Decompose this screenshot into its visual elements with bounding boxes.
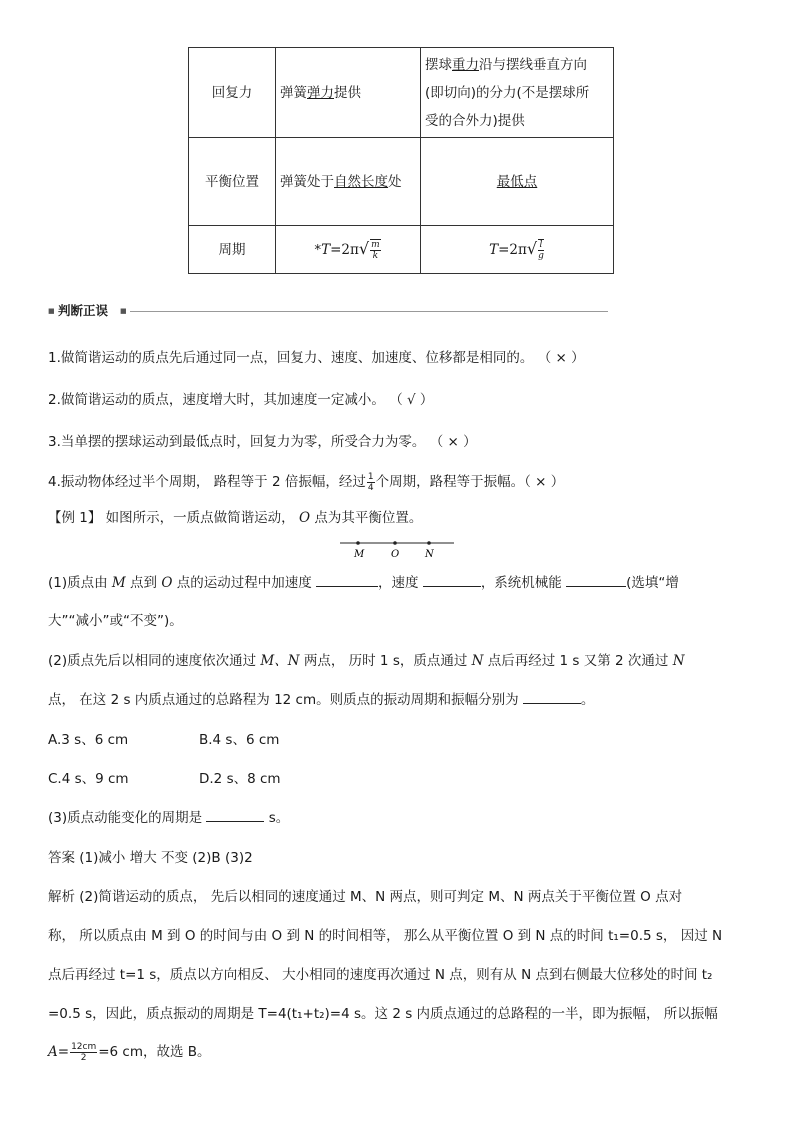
table-row (189, 138, 614, 226)
judgement-item: 1.做简谐运动的质点先后通过同一点，回复力、速度、加速度、位移都是相同的。 （ × ） (48, 350, 585, 366)
spring-cell: 弹簧弹力提供 (276, 48, 421, 138)
divider (130, 311, 608, 312)
answer-blank[interactable] (523, 691, 581, 704)
spring-cell: 弹簧处于自然长度处 (276, 138, 421, 226)
pendulum-period-formula: T=2π√ $\frac{l}{g}$ (421, 226, 614, 274)
question-3: (3)质点动能变化的周期是 s。 (48, 810, 290, 826)
table-row (189, 226, 614, 274)
pendulum-cell: 最低点 (421, 138, 614, 226)
bullet-icon: ■ (48, 307, 55, 315)
answer-blank[interactable] (423, 574, 481, 587)
analysis-line: =0.5 s，因此，质点振动的周期是 T=4(t₁+t₂)=4 s。这 2 s 内质点通过的总路程的一半，即为振幅， 所以振幅 (48, 1006, 718, 1022)
question-2: (2)质点先后以相同的速度依次通过 M、N 两点， 历时 1 s，质点通过 N 点后再经过 1 s 又第 2 次通过 N (48, 653, 685, 669)
comparison-table (188, 47, 614, 274)
answer-blank[interactable] (206, 809, 264, 822)
analysis-line: A= $\frac{12cm}{2}$ =6 cm，故选 B。 (48, 1041, 211, 1063)
option-b: B.4 s、6 cm (199, 732, 280, 748)
question-1: (1)质点由 M 点到 O 点的运动过程中加速度 ，速度 ，系统机械能 (选填“增 (48, 575, 679, 591)
answer-line: 答案 (1)减小 增大 不变 (2)B (3)2 (48, 850, 253, 866)
question-2-cont: 点， 在这 2 s 内质点通过的总路程为 12 cm。则质点的振动周期和振幅分别为 。 (48, 692, 595, 708)
bullet-icon: ■ (120, 307, 127, 315)
example-heading: 【例 1】 (48, 510, 102, 526)
judgement-item: 2.做简谐运动的质点，速度增大时，其加速度一定减小。 （ √ ） (48, 392, 434, 408)
motion-diagram (338, 536, 458, 560)
example-intro: 【例 1】 如图所示，一质点做简谐运动， O 点为其平衡位置。 (48, 510, 423, 526)
table-row (189, 48, 614, 138)
section-title: 判断正误 (58, 303, 109, 318)
point-n (427, 541, 431, 545)
analysis-line: 解析 (2)简谐运动的质点， 先后以相同的速度通过 M、N 两点，则可判定 M、N 两点关于平衡位置 O 点对 (48, 889, 683, 905)
judgement-item: 4.振动物体经过半个周期， 路程等于 2 倍振幅，经过 $\frac{1}{4}$ 个周期，路程等于振幅。（ × ） (48, 471, 565, 493)
judgement-item: 3.当单摆的摆球运动到最低点时，回复力为零，所受合力为零。 （ × ） (48, 434, 477, 450)
label-o: O (391, 549, 400, 560)
analysis-line: 点后再经过 t=1 s，质点以方向相反、 大小相同的速度再次通过 N 点，则有从 N 点到右侧最大位移处的时间 t₂ (48, 967, 713, 983)
point-o (393, 541, 397, 545)
analysis-line: 称， 所以质点由 M 到 O 的时间与由 O 到 N 的时间相等， 那么从平衡位置 O 到 N 点的时间 t₁=0.5 s， 因过 N (48, 928, 723, 944)
option-a: A.3 s、6 cm (48, 732, 129, 748)
section-header (48, 303, 608, 319)
pendulum-cell: 摆球重力沿与摆线垂直方向 (即切向)的分力(不是摆球所 受的合外力)提供 (421, 48, 614, 138)
label-m: M (354, 549, 365, 560)
answer-blank[interactable] (316, 574, 378, 587)
row-label: 回复力 (189, 48, 276, 138)
spring-period-formula: *T=2π√ $\frac{m}{k}$ (276, 226, 421, 274)
option-d: D.2 s、8 cm (199, 771, 281, 787)
label-n: N (425, 549, 434, 560)
option-c: C.4 s、9 cm (48, 771, 129, 787)
row-label: 周期 (189, 226, 276, 274)
row-label: 平衡位置 (189, 138, 276, 226)
point-m (356, 541, 360, 545)
answer-blank[interactable] (566, 574, 626, 587)
question-1-cont: 大”“减小”或“不变”)。 (48, 613, 183, 629)
